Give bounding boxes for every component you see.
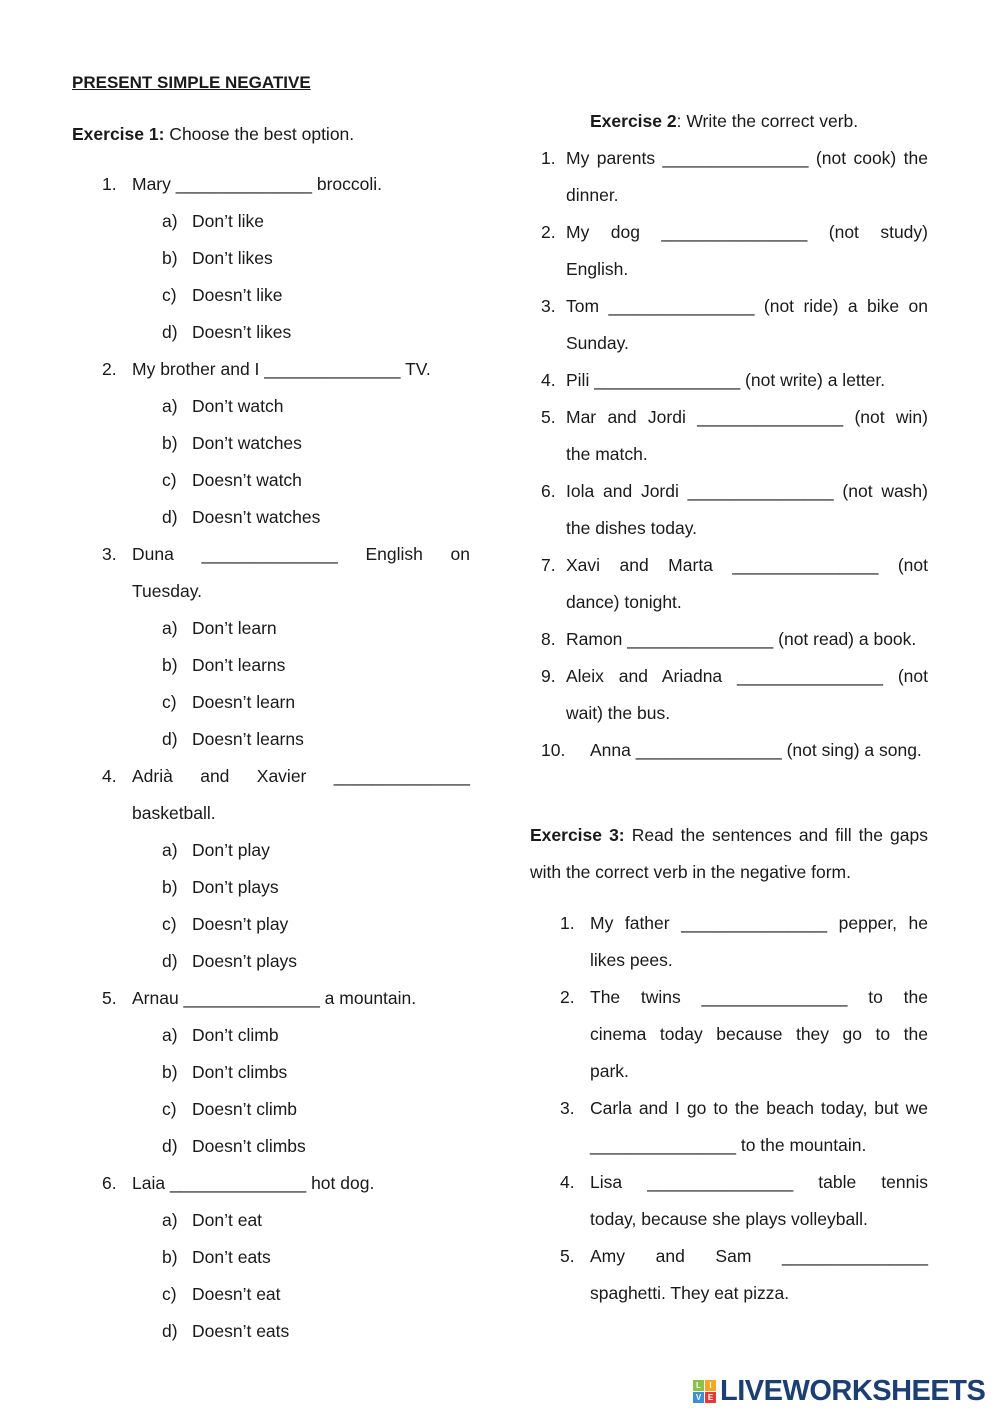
question-number: 5. — [102, 988, 117, 1008]
item-text: Anna _______________ (not sing) a song. — [590, 740, 922, 760]
option-letter: a) — [162, 840, 178, 860]
option-text: Doesn’t play — [192, 914, 289, 934]
exercise3-instruction-2: with the correct verb in the negative form. — [530, 862, 851, 882]
option-letter: a) — [162, 1210, 178, 1230]
item-text: Amy and Sam _______________ — [590, 1246, 928, 1266]
option-text: Don’t watch — [192, 396, 284, 416]
item-number: 4. — [541, 370, 556, 390]
option-letter: a) — [162, 618, 178, 638]
item-text: cinema today because they go to the — [590, 1024, 928, 1044]
option-letter: a) — [162, 211, 178, 231]
option-letter: d) — [162, 951, 178, 971]
item-text: My parents _______________ (not cook) the — [566, 148, 928, 168]
option-text: Doesn’t watches — [192, 507, 321, 527]
item-text: Mar and Jordi _______________ (not win) — [566, 407, 928, 427]
logo-tile: L — [693, 1380, 704, 1391]
question-text: Arnau ______________ a mountain. — [132, 988, 417, 1008]
exercise3-instruction-1: Read the sentences and fill the gaps — [624, 825, 928, 845]
option-text: Doesn’t likes — [192, 322, 292, 342]
item-text: today, because she plays volleyball. — [590, 1209, 868, 1229]
option-text: Doesn’t plays — [192, 951, 298, 971]
item-text: the dishes today. — [566, 518, 698, 538]
item-number: 1. — [560, 913, 575, 933]
option-text: Don’t climb — [192, 1025, 279, 1045]
option-text: Doesn’t climbs — [192, 1136, 306, 1156]
item-text: Xavi and Marta _______________ (not — [566, 555, 928, 575]
item-text: Tom _______________ (not ride) a bike on — [566, 296, 928, 316]
option-text: Don’t eat — [192, 1210, 263, 1230]
question-text: Adrià and Xavier ______________ — [132, 766, 470, 786]
question-text: Tuesday. — [132, 581, 203, 601]
option-letter: b) — [162, 877, 178, 897]
option-letter: c) — [162, 914, 177, 934]
option-text: Doesn’t eats — [192, 1321, 290, 1341]
item-number: 1. — [541, 148, 556, 168]
option-text: Doesn’t climb — [192, 1099, 298, 1119]
item-text: spaghetti. They eat pizza. — [590, 1283, 790, 1303]
option-letter: b) — [162, 248, 178, 268]
option-letter: a) — [162, 1025, 178, 1045]
item-text: Sunday. — [566, 333, 629, 353]
exercise1-label: Exercise 1: — [72, 124, 165, 144]
logo-tile: E — [705, 1392, 716, 1403]
option-letter: c) — [162, 1099, 177, 1119]
option-letter: d) — [162, 729, 178, 749]
question-text: Laia ______________ hot dog. — [132, 1173, 375, 1193]
option-letter: b) — [162, 655, 178, 675]
item-number: 3. — [560, 1098, 575, 1118]
option-letter: b) — [162, 1062, 178, 1082]
logo-tiles-icon — [693, 1380, 716, 1403]
option-text: Doesn’t eat — [192, 1284, 281, 1304]
item-text: My father _______________ pepper, he — [590, 913, 928, 933]
exercise3-heading — [530, 824, 928, 846]
worksheet-title: PRESENT SIMPLE NEGATIVE — [72, 73, 311, 92]
exercise2-instruction: : Write the correct verb. — [676, 111, 859, 131]
item-text: _______________ to the mountain. — [590, 1135, 867, 1155]
option-letter: d) — [162, 1136, 178, 1156]
question-number: 1. — [102, 174, 117, 194]
item-number: 10. — [541, 740, 566, 760]
exercise1-heading — [72, 123, 354, 145]
option-text: Doesn’t watch — [192, 470, 302, 490]
item-number: 7. — [541, 555, 556, 575]
logo-tile: V — [693, 1392, 704, 1403]
question-text: basketball. — [132, 803, 216, 823]
item-number: 6. — [541, 481, 556, 501]
option-text: Don’t plays — [192, 877, 279, 897]
item-text: Ramon _______________ (not read) a book. — [566, 629, 917, 649]
item-number: 5. — [560, 1246, 575, 1266]
option-text: Don’t play — [192, 840, 270, 860]
option-text: Don’t like — [192, 211, 264, 231]
item-number: 4. — [560, 1172, 575, 1192]
item-number: 9. — [541, 666, 556, 686]
question-number: 4. — [102, 766, 117, 786]
item-number: 3. — [541, 296, 556, 316]
exercise2-heading — [590, 110, 858, 132]
item-text: dance) tonight. — [566, 592, 682, 612]
option-letter: a) — [162, 396, 178, 416]
option-text: Don’t likes — [192, 248, 273, 268]
item-text: park. — [590, 1061, 629, 1081]
logo-tile: I — [705, 1380, 716, 1391]
option-text: Don’t watches — [192, 433, 302, 453]
item-number: 8. — [541, 629, 556, 649]
item-text: English. — [566, 259, 629, 279]
option-text: Doesn’t like — [192, 285, 283, 305]
item-number: 2. — [541, 222, 556, 242]
item-text: dinner. — [566, 185, 619, 205]
option-text: Don’t eats — [192, 1247, 271, 1267]
exercise3-label: Exercise 3: — [530, 825, 625, 845]
option-letter: c) — [162, 285, 177, 305]
option-letter: c) — [162, 470, 177, 490]
item-number: 2. — [560, 987, 575, 1007]
question-number: 6. — [102, 1173, 117, 1193]
item-text: The twins _______________ to the — [590, 987, 928, 1007]
item-text: My dog _______________ (not study) — [566, 222, 928, 242]
item-text: Pili _______________ (not write) a letter. — [566, 370, 886, 390]
question-text: Mary ______________ broccoli. — [132, 174, 383, 194]
question-text: My brother and I ______________ TV. — [132, 359, 431, 379]
liveworksheets-logo — [693, 1376, 985, 1406]
question-number: 2. — [102, 359, 117, 379]
item-text: Lisa _______________ table tennis — [590, 1172, 928, 1192]
option-text: Don’t learn — [192, 618, 277, 638]
exercise2-label: Exercise 2 — [590, 111, 677, 131]
item-text: Carla and I go to the beach today, but we — [590, 1098, 928, 1118]
item-text: the match. — [566, 444, 648, 464]
option-letter: c) — [162, 692, 177, 712]
item-text: likes pees. — [590, 950, 673, 970]
item-text: Iola and Jordi _______________ (not wash) — [566, 481, 928, 501]
option-letter: d) — [162, 322, 178, 342]
option-letter: b) — [162, 1247, 178, 1267]
question-text: Duna ______________ English on — [132, 544, 470, 564]
option-text: Don’t learns — [192, 655, 286, 675]
option-text: Don’t climbs — [192, 1062, 288, 1082]
option-letter: c) — [162, 1284, 177, 1304]
option-text: Doesn’t learns — [192, 729, 304, 749]
exercise1-instruction: Choose the best option. — [164, 124, 355, 144]
item-text: wait) the bus. — [566, 703, 671, 723]
logo-text: LIVEWORKSHEETS — [720, 1375, 986, 1407]
question-number: 3. — [102, 544, 117, 564]
item-number: 5. — [541, 407, 556, 427]
option-letter: d) — [162, 507, 178, 527]
item-text: Aleix and Ariadna _______________ (not — [566, 666, 928, 686]
option-letter: b) — [162, 433, 178, 453]
option-text: Doesn’t learn — [192, 692, 296, 712]
option-letter: d) — [162, 1321, 178, 1341]
